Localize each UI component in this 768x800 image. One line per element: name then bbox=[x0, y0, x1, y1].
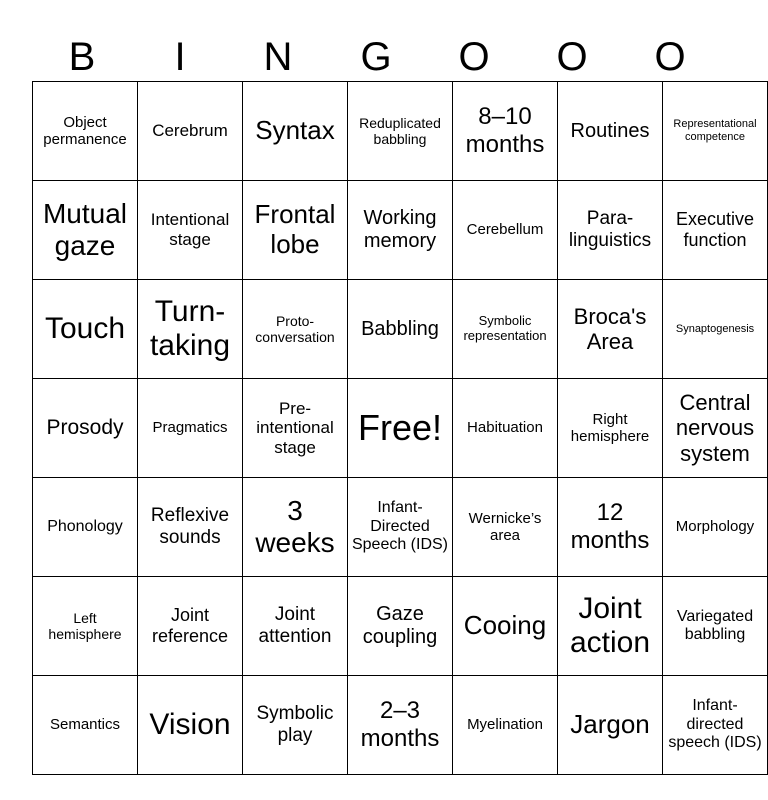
bingo-cell[interactable]: 2–3 months bbox=[348, 676, 453, 775]
bingo-cell[interactable]: Infant-directed speech (IDS) bbox=[663, 676, 768, 775]
header-letter: N bbox=[263, 35, 293, 79]
bingo-cell[interactable]: Habituation bbox=[453, 379, 558, 478]
bingo-cell[interactable]: Central nervous system bbox=[663, 379, 768, 478]
bingo-cell[interactable]: Turn-taking bbox=[138, 280, 243, 379]
bingo-cell[interactable]: Para-linguistics bbox=[558, 181, 663, 280]
bingo-cell[interactable]: Routines bbox=[558, 82, 663, 181]
header-letter: I bbox=[174, 35, 186, 79]
bingo-row bbox=[33, 577, 768, 676]
bingo-cell[interactable]: Proto-conversation bbox=[243, 280, 348, 379]
bingo-cell[interactable]: Myelination bbox=[453, 676, 558, 775]
bingo-cell[interactable]: Broca's Area bbox=[558, 280, 663, 379]
bingo-cell[interactable]: Joint attention bbox=[243, 577, 348, 676]
bingo-cell[interactable]: Cerebrum bbox=[138, 82, 243, 181]
bingo-row bbox=[33, 280, 768, 379]
bingo-cell[interactable]: Left hemisphere bbox=[33, 577, 138, 676]
header-letter: O bbox=[458, 35, 490, 79]
bingo-cell[interactable]: Reflexive sounds bbox=[138, 478, 243, 577]
bingo-cell[interactable]: Touch bbox=[33, 280, 138, 379]
bingo-cell[interactable]: Joint action bbox=[558, 577, 663, 676]
bingo-cell[interactable]: Syntax bbox=[243, 82, 348, 181]
bingo-cell[interactable]: 8–10 months bbox=[453, 82, 558, 181]
bingo-cell[interactable]: Free! bbox=[348, 379, 453, 478]
bingo-cell[interactable]: Morphology bbox=[663, 478, 768, 577]
bingo-row bbox=[33, 82, 768, 181]
bingo-header bbox=[33, 33, 719, 81]
bingo-cell[interactable]: Variegated babbling bbox=[663, 577, 768, 676]
bingo-cell[interactable]: Right hemisphere bbox=[558, 379, 663, 478]
bingo-cell[interactable]: Babbling bbox=[348, 280, 453, 379]
bingo-cell[interactable]: Cerebellum bbox=[453, 181, 558, 280]
bingo-row bbox=[33, 676, 768, 775]
bingo-row bbox=[33, 379, 768, 478]
bingo-cell[interactable]: Pragmatics bbox=[138, 379, 243, 478]
bingo-row bbox=[33, 478, 768, 577]
bingo-cell[interactable]: Semantics bbox=[33, 676, 138, 775]
bingo-cell[interactable]: Representational competence bbox=[663, 82, 768, 181]
bingo-row bbox=[33, 181, 768, 280]
bingo-cell[interactable]: Prosody bbox=[33, 379, 138, 478]
bingo-cell[interactable]: Executive function bbox=[663, 181, 768, 280]
header-letter: B bbox=[68, 35, 96, 79]
bingo-cell[interactable]: Intentional stage bbox=[138, 181, 243, 280]
bingo-grid bbox=[32, 81, 768, 775]
bingo-cell[interactable]: Joint reference bbox=[138, 577, 243, 676]
bingo-cell[interactable]: Symbolic play bbox=[243, 676, 348, 775]
bingo-cell[interactable]: 12 months bbox=[558, 478, 663, 577]
bingo-cell[interactable]: Cooing bbox=[453, 577, 558, 676]
bingo-cell[interactable]: Symbolic representation bbox=[453, 280, 558, 379]
bingo-cell[interactable]: Gaze coupling bbox=[348, 577, 453, 676]
bingo-cell[interactable]: Object permanence bbox=[33, 82, 138, 181]
bingo-cell[interactable]: Mutual gaze bbox=[33, 181, 138, 280]
header-letter: O bbox=[556, 35, 588, 79]
bingo-cell[interactable]: 3 weeks bbox=[243, 478, 348, 577]
bingo-cell[interactable]: Infant-Directed Speech (IDS) bbox=[348, 478, 453, 577]
bingo-cell[interactable]: Reduplicated babbling bbox=[348, 82, 453, 181]
header-letter: O bbox=[654, 35, 686, 79]
bingo-cell[interactable]: Pre-intentional stage bbox=[243, 379, 348, 478]
bingo-cell[interactable]: Working memory bbox=[348, 181, 453, 280]
bingo-cell[interactable]: Synaptogenesis bbox=[663, 280, 768, 379]
bingo-cell[interactable]: Jargon bbox=[558, 676, 663, 775]
bingo-cell[interactable]: Vision bbox=[138, 676, 243, 775]
header-letter: G bbox=[360, 35, 392, 79]
bingo-cell[interactable]: Phonology bbox=[33, 478, 138, 577]
bingo-cell[interactable]: Frontal lobe bbox=[243, 181, 348, 280]
bingo-cell[interactable]: Wernicke’s area bbox=[453, 478, 558, 577]
